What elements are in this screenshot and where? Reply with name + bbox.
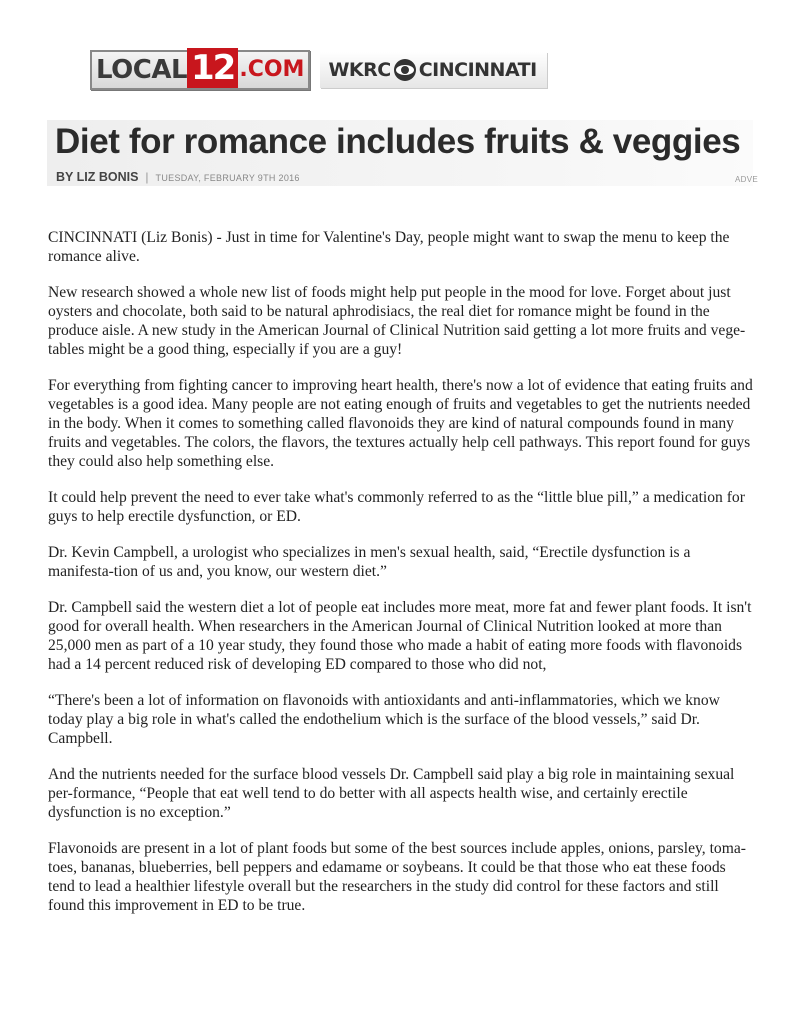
- article-paragraph: “There's been a lot of information on flavonoids with antioxidants and anti-inflammatories, which we know today play a big role in what's called the endothelium which is the surface of the blood vessels,” said Dr. Campbell.: [48, 692, 720, 747]
- local12-logo-suffix: .COM: [239, 57, 305, 82]
- article-paragraph: Flavonoids are present in a lot of plant foods but some of the best sources include apples, onions, parsley, toma-toes, bananas, blueberries, bell peppers and edamame or soybeans. It could be that those who eat these foods tend to lead a healthier lifestyle overall but the researchers in the study did control for these factors and still found this improvement in ED to be true.: [48, 840, 746, 914]
- article-paragraph: CINCINNATI (Liz Bonis) - Just in time for Valentine's Day, people might want to swap the menu to keep the romance alive.: [48, 229, 730, 265]
- local12-logo[interactable]: [90, 50, 310, 90]
- byline-author[interactable]: BY LIZ BONIS: [56, 170, 139, 184]
- article-paragraph: It could help prevent the need to ever take what's commonly referred to as the “little blue pill,” a medication for guys to help erectile dysfunction, or ED.: [48, 489, 745, 525]
- byline: [56, 170, 300, 185]
- byline-separator: |: [145, 170, 149, 184]
- article-paragraph: And the nutrients needed for the surface blood vessels Dr. Campbell said play a big role in maintaining sexual per-formance, “People that eat well tend to do better with all aspects health wise, and certainly erectile dysfunction is no exception.”: [48, 766, 735, 821]
- local12-logo-number: 12: [187, 48, 238, 88]
- cbs-eye-icon: [394, 59, 416, 81]
- article-paragraph: For everything from fighting cancer to improving heart health, there's now a lot of evidence that eating fruits and vegetables is a good idea. Many people are not eating enough of fruits and vegetables to get the nutrients needed in the body. When it comes to something called flavonoids they are kind of natural compounds found in many fruits and vegetables. The colors, the flavors, the textures actually help cell pathways. This report found for guys they could also help something else.: [48, 377, 753, 470]
- article-paragraph: Dr. Campbell said the western diet a lot of people eat includes more meat, more fat and fewer plant foods. It isn't good for overall health. When researchers in the American Journal of Clinical Nutrition looked at more than 25,000 men as part of a 10 year study, they found those who made a habit of eating more foods with flavonoids had a 14 percent reduced risk of developing ED compared to those who did not,: [48, 599, 752, 673]
- ad-label: ADVE: [735, 175, 758, 184]
- article-headline: Diet for romance includes fruits & veggies: [55, 122, 741, 161]
- wkrc-logo-left: WKRC: [328, 59, 391, 81]
- article-paragraph: Dr. Kevin Campbell, a urologist who specializes in men's sexual health, said, “Erectile dysfunction is a manifesta-tion of us and, you know, our western diet.”: [48, 544, 691, 580]
- article-body: [48, 228, 754, 932]
- byline-date: TUESDAY, FEBRUARY 9TH 2016: [155, 173, 300, 183]
- wkrc-logo[interactable]: [320, 52, 546, 88]
- wkrc-logo-right: CINCINNATI: [418, 59, 537, 81]
- article-paragraph: New research showed a whole new list of foods might help put people in the mood for love. Forget about just oysters and chocolate, both said to be natural aphrodisiacs, the real diet for romance might be found in the produce aisle. A new study in the American Journal of Clinical Nutrition said getting a lot more fruits and vege-tables might be a good thing, especially if you are a guy!: [48, 284, 746, 358]
- local12-logo-word: LOCAL: [96, 55, 188, 85]
- logo-row: [90, 50, 547, 90]
